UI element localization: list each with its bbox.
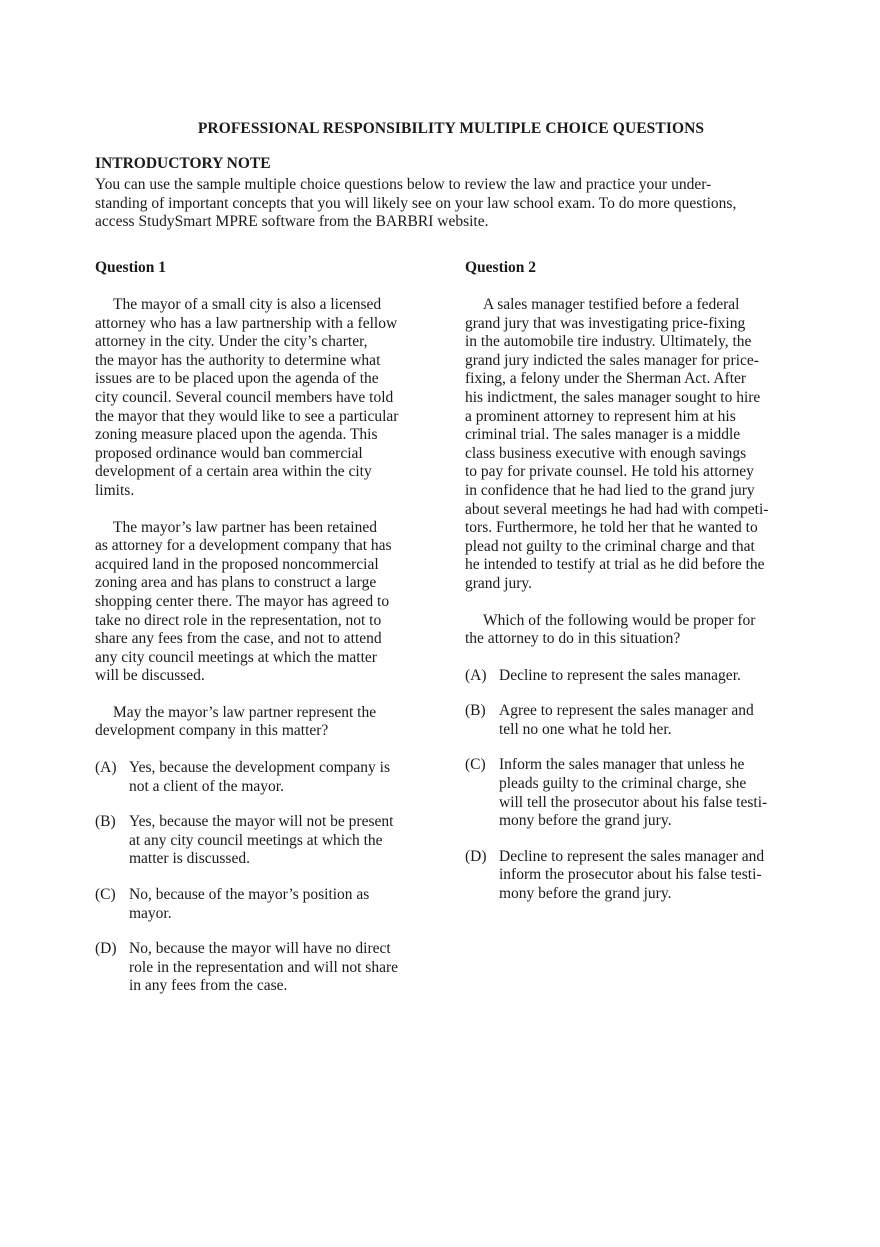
option-letter: (D) (465, 847, 487, 865)
text-line: zoning area and has plans to construct a large (95, 574, 377, 592)
question-1-paragraph-2 (95, 519, 435, 686)
text-line: in confidence that he had lied to the grand jury (465, 481, 755, 499)
intro-text (95, 176, 807, 232)
text-line: as attorney for a development company that has (95, 537, 392, 555)
option-text-line: No, because the mayor will have no direct (129, 940, 391, 958)
answer-option-d (95, 940, 435, 996)
option-letter: (D) (95, 940, 117, 958)
intro-line: standing of important concepts that you will likely see on your law school exam. To do more questions, (95, 194, 737, 212)
question-1-column (95, 259, 435, 1013)
text-line: to pay for private counsel. He told his attorney (465, 463, 754, 481)
question-2-heading: Question 2 (465, 259, 537, 276)
answer-option-c (465, 756, 805, 830)
question-2-column (465, 259, 805, 921)
text-line: will be discussed. (95, 667, 205, 685)
option-text-line: mony before the grand jury. (499, 812, 672, 830)
option-text-line: inform the prosecutor about his false testi- (499, 866, 762, 884)
text-line: The mayor of a small city is also a licensed (113, 296, 382, 313)
text-line: plead not guilty to the criminal charge and that (465, 537, 755, 555)
intro-line: You can use the sample multiple choice questions below to review the law and practice your under- (95, 176, 712, 193)
option-text-line: in any fees from the case. (129, 977, 288, 995)
answer-option-d (465, 848, 805, 904)
answer-option-c (95, 886, 435, 923)
question-2-prompt (465, 612, 805, 649)
question-1-heading: Question 1 (95, 259, 167, 276)
text-line: attorney who has a law partnership with a fellow (95, 314, 398, 332)
text-line: proposed ordinance would ban commercial (95, 444, 363, 462)
text-line: tors. Furthermore, he told her that he wanted to (465, 519, 758, 537)
question-1-paragraph-1 (95, 296, 435, 501)
text-line: in the automobile tire industry. Ultimately, the (465, 333, 752, 351)
option-text-line: mayor. (129, 904, 172, 922)
text-line: the mayor that they would like to see a particular (95, 407, 399, 425)
text-line: city council. Several council members have told (95, 388, 394, 406)
option-text-line: tell no one what he told her. (499, 720, 672, 738)
text-line: a prominent attorney to represent him at his (465, 407, 736, 425)
text-line: about several meetings he had had with competi- (465, 500, 769, 518)
option-letter: (B) (95, 813, 116, 831)
option-text-line: Agree to represent the sales manager and (499, 702, 754, 720)
option-text-line: at any city council meetings at which the (129, 831, 383, 849)
question-1-prompt (95, 704, 435, 741)
text-line: class business executive with enough savings (465, 444, 747, 462)
text-line: he intended to testify at trial as he did before the (465, 556, 765, 574)
text-line: Which of the following would be proper for (483, 611, 756, 629)
text-line: grand jury that was investigating price-fixing (465, 314, 746, 332)
question-2-paragraph-1 (465, 296, 805, 594)
option-text-line: matter is discussed. (129, 850, 250, 868)
text-line: development of a certain area within the city (95, 463, 372, 481)
option-letter: (C) (465, 756, 486, 774)
option-letter: (A) (465, 666, 487, 684)
text-line: development company in this matter? (95, 722, 329, 740)
text-line: zoning measure placed upon the agenda. This (95, 426, 378, 444)
option-text-line: Yes, because the development company is (129, 759, 391, 777)
option-letter: (C) (95, 886, 116, 904)
option-text-line: pleads guilty to the criminal charge, she (499, 775, 747, 793)
text-line: the attorney to do in this situation? (465, 630, 681, 648)
option-text-line: Inform the sales manager that unless he (499, 756, 745, 774)
option-text-line: Decline to represent the sales manager. (499, 666, 741, 684)
text-line: A sales manager testified before a federal (483, 296, 740, 313)
text-line: The mayor’s law partner has been retained (113, 518, 377, 536)
text-line: shopping center there. The mayor has agreed to (95, 592, 390, 610)
answer-option-b (95, 813, 435, 869)
text-line: share any fees from the case, and not to attend (95, 630, 382, 648)
text-line: grand jury. (465, 574, 533, 592)
option-text-line: role in the representation and will not share (129, 958, 399, 976)
text-line: any city council meetings at which the matter (95, 648, 377, 666)
option-letter: (B) (465, 702, 486, 720)
answer-option-b (465, 702, 805, 739)
text-line: grand jury indicted the sales manager for price- (465, 351, 759, 369)
text-line: May the mayor’s law partner represent the (113, 703, 377, 721)
intro-line: access StudySmart MPRE software from the BARBRI website. (95, 213, 489, 231)
intro-heading: INTRODUCTORY NOTE (95, 155, 271, 172)
text-line: attorney in the city. Under the city’s charter, (95, 333, 368, 351)
option-text-line: will tell the prosecutor about his false testi- (499, 793, 768, 811)
option-text-line: Yes, because the mayor will not be present (129, 813, 394, 831)
answer-option-a (465, 667, 805, 686)
option-text-line: No, because of the mayor’s position as (129, 886, 370, 904)
text-line: take no direct role in the representation, not to (95, 611, 382, 629)
text-line: the mayor has the authority to determine what (95, 351, 381, 369)
answer-option-a (95, 759, 435, 796)
text-line: issues are to be placed upon the agenda of the (95, 370, 379, 388)
option-text-line: mony before the grand jury. (499, 885, 672, 903)
option-text-line: not a client of the mayor. (129, 777, 284, 795)
option-text-line: Decline to represent the sales manager and (499, 847, 765, 865)
text-line: limits. (95, 481, 135, 499)
option-letter: (A) (95, 759, 117, 777)
text-line: acquired land in the proposed noncommercial (95, 555, 379, 573)
page-title: PROFESSIONAL RESPONSIBILITY MULTIPLE CHOICE QUESTIONS (197, 120, 705, 137)
text-line: fixing, a felony under the Sherman Act. After (465, 370, 747, 388)
text-line: his indictment, the sales manager sought to hire (465, 388, 761, 406)
text-line: criminal trial. The sales manager is a middle (465, 426, 741, 444)
